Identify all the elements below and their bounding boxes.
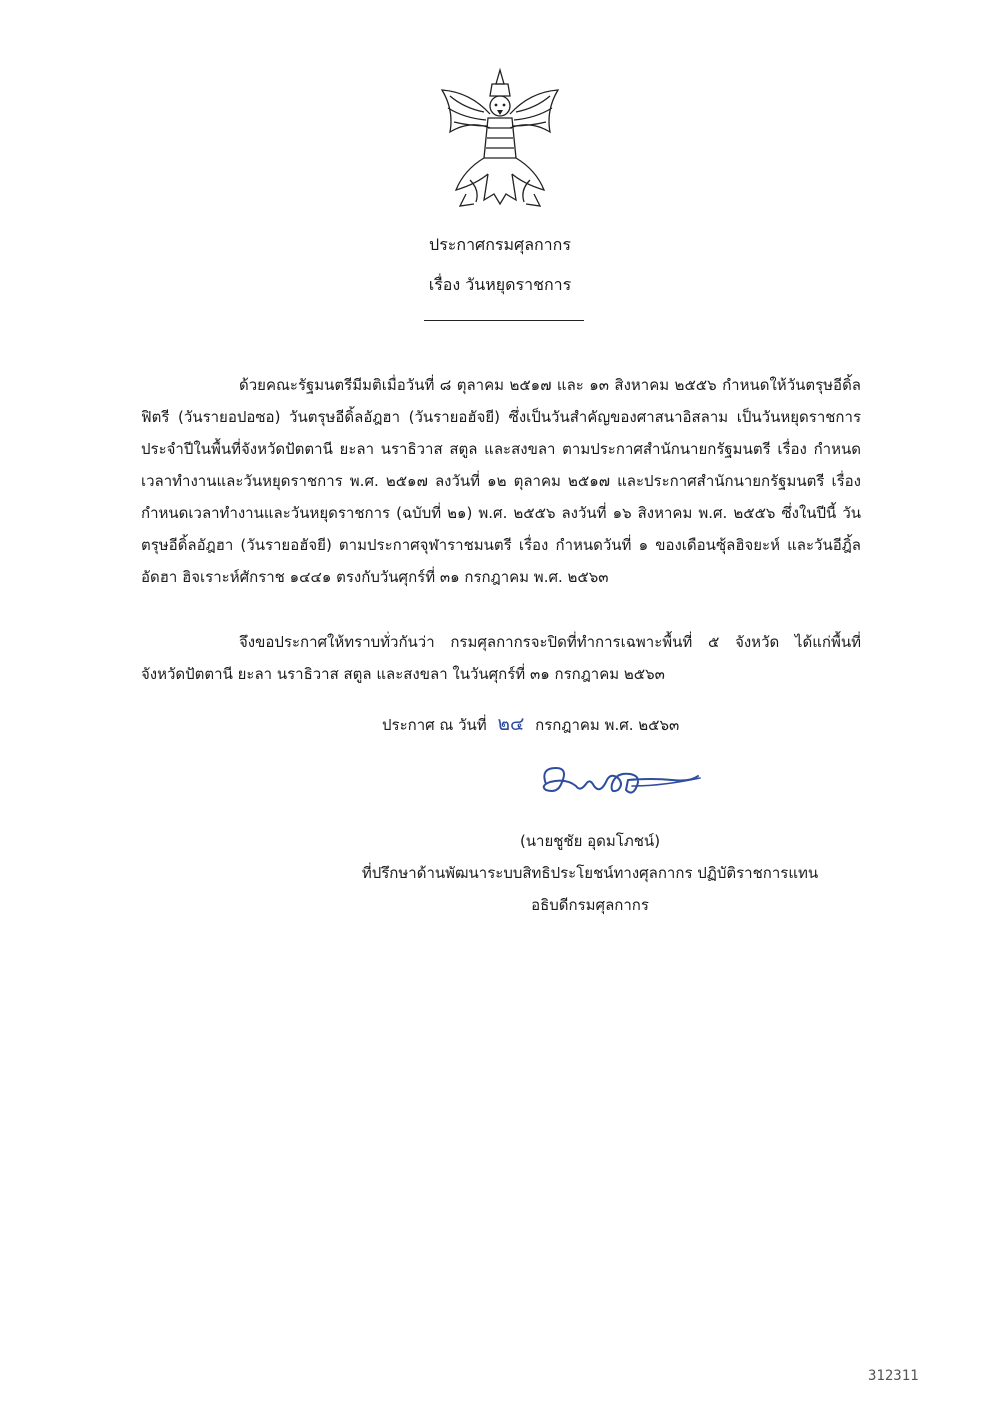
body-paragraph-2: จึงขอประกาศให้ทราบทั่วกันว่า กรมศุลกากรจะปิดที่ทำการเฉพาะพื้นที่ ๕ จังหวัด ได้แก่พื้นที่จังหวัดปัตตานี ยะลา นราธิวาส สตูล และสงขลา ในวันศุกร์ที่ ๓๑ กรกฎาคม ๒๕๖๓ (141, 633, 861, 683)
title-underline (424, 320, 584, 321)
announcement-subject: เรื่อง วันหยุดราชการ (428, 275, 572, 294)
signer-on-behalf-of: อธิบดีกรมศุลกากร (531, 896, 649, 914)
signer-position: ที่ปรึกษาด้านพัฒนาระบบสิทธิประโยชน์ทางศุลกากร ปฏิบัติราชการแทน (361, 864, 819, 882)
signer-name: (นายชูชัย อุดมโภชน์) (519, 832, 661, 850)
issue-date-line (382, 709, 802, 740)
signature (532, 756, 712, 806)
document-number: 312311 (868, 1368, 919, 1384)
body-paragraph-1: ด้วยคณะรัฐมนตรีมีมติเมื่อวันที่ ๘ ตุลาคม ๒๕๑๗ และ ๑๓ สิงหาคม ๒๕๕๖ กำหนดให้วันตรุษอีดิ้ลฟิตรี (วันรายอปอซอ) วันตรุษอีดิ้ลอัฎฮา (วันรายอฮัจยี) ซึ่งเป็นวันสำคัญของศาสนาอิสลาม เป็นวันหยุดราชการประจำปีในพื้นที่จังหวัดปัตตานี ยะลา นราธิวาส สตูล และสงขลา ตามประกาศสำนักนายกรัฐมนตรี เรื่อง กำหนดเวลาทำงานและวันหยุดราชการ พ.ศ. ๒๕๑๗ ลงวันที่ ๑๒ ตุลาคม ๒๕๑๗ และประกาศสำนักนายกรัฐมนตรี เรื่อง กำหนดเวลาทำงานและวันหยุดราชการ (ฉบับที่ ๒๑) พ.ศ. ๒๕๕๖ ลงวันที่ ๑๖ สิงหาคม พ.ศ. ๒๕๕๖ ซึ่งในปีนี้ วันตรุษอีดิ้ลอัฎฮา (วันรายอฮัจยี) ตามประกาศจุฬาราชมนตรี เรื่อง กำหนดวันที่ ๑ ของเดือนซุ้ลฮิจยะห์ และวันอีฎิ้ลอัดฮา ฮิจเราะห์ศักราช ๑๔๔๑ ตรงกับวันศุกร์ที่ ๓๑ กรกฎาคม พ.ศ. ๒๕๖๓ (141, 376, 861, 586)
announcement-title: ประกาศกรมศุลกากร (429, 235, 571, 254)
garuda-emblem (430, 62, 570, 212)
issue-date-prefix: ประกาศ ณ วันที่ (382, 716, 487, 734)
issue-month-year: กรกฎาคม พ.ศ. ๒๕๖๓ (535, 716, 680, 734)
handwritten-day: ๒๔ (497, 713, 525, 735)
